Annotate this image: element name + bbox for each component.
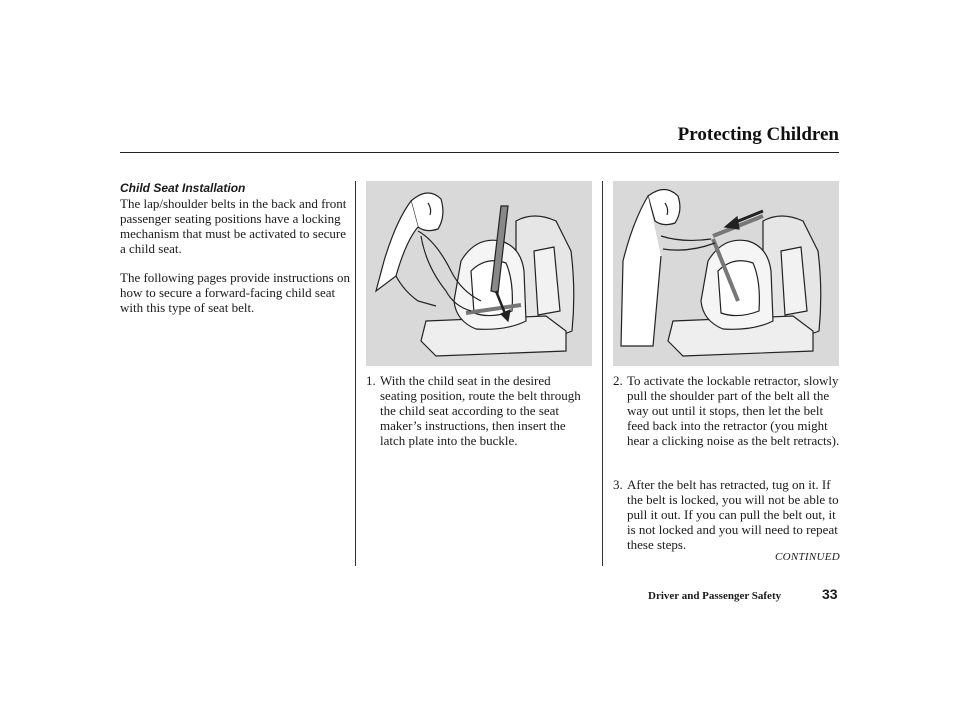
step-1 [366, 373, 588, 448]
intro-column [120, 180, 350, 315]
title-divider [120, 152, 839, 153]
intro-paragraph-2: The following pages provide instructions on how to secure a forward-facing child seat with this type of seat belt. [120, 270, 350, 315]
step-2 [613, 373, 841, 448]
column-divider-1 [355, 181, 356, 566]
step-text: To activate the lockable retractor, slowly pull the shoulder part of the belt all the way out until it stops, then let the belt feed back into the retractor (you might hear a clicking noise as the belt retracts). [627, 373, 840, 448]
step-number: 2. [613, 373, 623, 388]
step-text: After the belt has retracted, tug on it. If the belt is locked, you will not be able to pull it out. If you can pull the belt out, it is not locked and you will need to repeat these steps. [627, 477, 839, 552]
page-title: Protecting Children [677, 124, 839, 145]
step-number: 3. [613, 477, 623, 492]
intro-paragraph-1: The lap/shoulder belts in the back and front passenger seating positions have a locking mechanism that must be activated to secure a child seat. [120, 196, 347, 256]
step-text: With the child seat in the desired seating position, route the belt through the child seat according to the seat maker’s instructions, then insert the latch plate into the buckle. [380, 373, 581, 448]
step-3 [613, 477, 841, 552]
belt-pull-out-illustration [613, 181, 839, 366]
page-number: 33 [822, 586, 838, 602]
continued-label: CONTINUED [774, 551, 840, 563]
column-divider-2 [602, 181, 603, 566]
section-heading: Child Seat Installation [120, 181, 246, 195]
child-seat-belt-routing-illustration [366, 181, 592, 366]
footer-section-title: Driver and Passenger Safety [648, 590, 782, 602]
step-number: 1. [366, 373, 376, 388]
